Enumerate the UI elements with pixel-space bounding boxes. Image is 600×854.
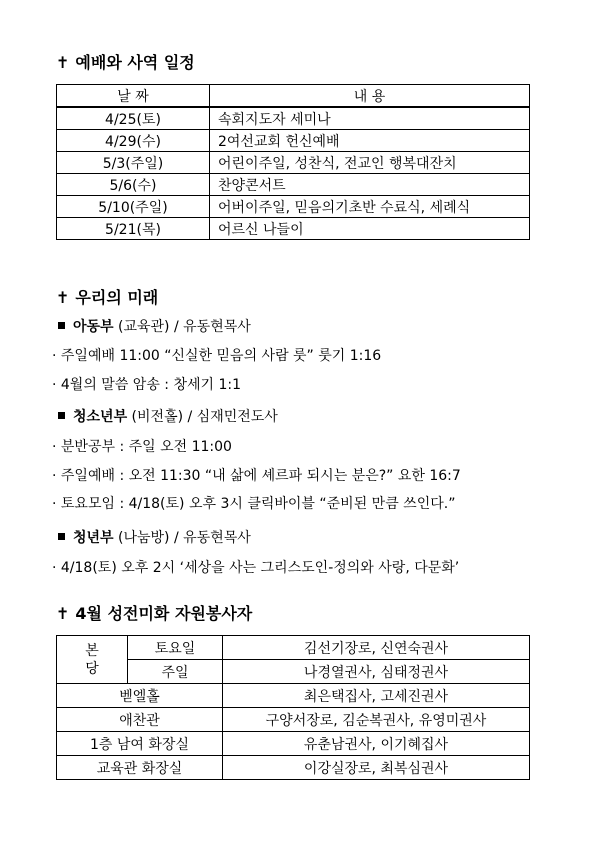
list-item: · 분반공부 : 주일 오전 11:00 [52,439,232,455]
volunteers-table [56,635,530,780]
group-name: 청년부 [73,530,114,546]
bullet-square-icon [58,533,65,540]
volunteer-names: 나경열권사, 심태정권사 [223,660,530,684]
group-name: 청소년부 [73,409,128,425]
table-row [57,708,530,732]
schedule-content: 2여선교회 헌신예배 [210,130,530,152]
table-row [57,174,530,196]
schedule-heading [56,50,195,73]
list-item: · 주일예배 11:00 “신실한 믿음의 사람 룻” 룻기 1:16 [52,348,382,364]
schedule-content: 어버이주일, 믿음의기초반 수료식, 세례식 [210,196,530,218]
bondang-label-bottom: 당 [85,660,99,677]
volunteer-names: 최은택집사, 고세진권사 [223,684,530,708]
future-heading [56,285,158,308]
volunteers-heading [56,601,252,624]
table-row [57,756,530,780]
table-row [57,636,530,660]
schedule-date: 4/29(수) [57,130,210,152]
list-item: · 4/18(토) 오후 2시 ‘세상을 사는 그리스도인-정의와 사랑, 다문화’ [52,560,460,576]
schedule-table [56,84,530,240]
volunteer-place: 주일 [128,660,223,684]
schedule-content: 속회지도자 세미나 [210,107,530,130]
volunteer-names: 유춘남권사, 이기혜집사 [223,732,530,756]
table-row [57,130,530,152]
list-item: · 주일예배 : 오전 11:30 “내 삶에 셰르파 되시는 분은?” 요한 16:7 [52,468,461,484]
schedule-title: 예배와 사역 일정 [75,53,195,72]
volunteer-place: 애찬관 [57,708,223,732]
schedule-date: 5/3(주일) [57,152,210,174]
cross-icon: ✝ [56,53,70,72]
volunteer-names: 구양서장로, 김순복권사, 유영미권사 [223,708,530,732]
table-row [57,107,530,130]
volunteers-title: 4월 성전미화 자원봉사자 [75,604,253,623]
list-item: · 토요모임 : 4/18(토) 오후 3시 클릭바이블 “준비된 만큼 쓰인다.” [52,496,456,512]
date-column-header: 날 짜 [57,85,210,108]
bullet-square-icon [58,412,65,419]
group-heading-young-adults [58,527,251,547]
schedule-date: 4/25(토) [57,107,210,130]
volunteer-place: 토요일 [128,636,223,660]
content-column-header: 내 용 [210,85,530,108]
table-row [57,152,530,174]
cross-icon: ✝ [56,288,70,307]
volunteer-names: 김선기장로, 신연숙권사 [223,636,530,660]
future-title: 우리의 미래 [75,288,159,307]
group-name: 아동부 [73,319,114,335]
volunteer-names: 이강실장로, 최복심권사 [223,756,530,780]
schedule-content: 어린이주일, 성찬식, 전교인 행복대잔치 [210,152,530,174]
group-heading-youth [58,406,278,426]
group-detail: (교육관) / 유동현목사 [113,319,251,335]
schedule-header-row [57,85,530,108]
table-row [57,684,530,708]
cross-icon: ✝ [56,604,70,623]
volunteer-place: 교육관 화장실 [57,756,223,780]
table-row [57,196,530,218]
schedule-content: 어르신 나들이 [210,218,530,240]
volunteer-place: 1층 남여 화장실 [57,732,223,756]
schedule-date: 5/6(수) [57,174,210,196]
group-detail: (비전홀) / 심재민전도사 [127,409,278,425]
table-row [57,218,530,240]
volunteer-place: 벧엘홀 [57,684,223,708]
group-detail: (나눔방) / 유동현목사 [113,530,251,546]
bondang-label [57,636,128,684]
schedule-date: 5/21(목) [57,218,210,240]
group-heading-children [58,316,251,336]
table-row [57,732,530,756]
bullet-square-icon [58,322,65,329]
bondang-label-top: 본 [85,642,99,659]
schedule-date: 5/10(주일) [57,196,210,218]
list-item: · 4월의 말씀 암송 : 창세기 1:1 [52,377,242,393]
table-row [57,660,530,684]
schedule-content: 찬양콘서트 [210,174,530,196]
